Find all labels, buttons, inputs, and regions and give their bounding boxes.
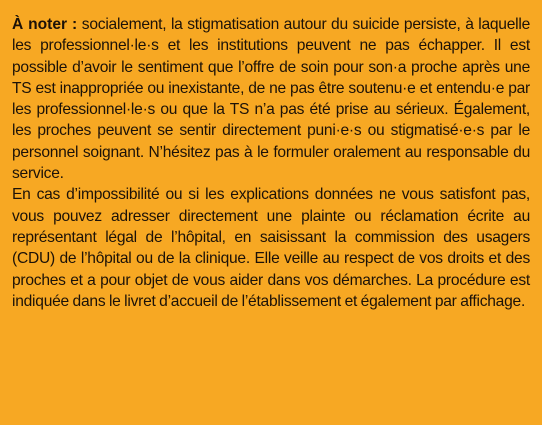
note-paragraph-2: En cas d’impossibilité ou si les explications données ne vous satisfont pas, vous pouvez adresser directement une plainte ou réclamation écrite au représentant légal de l’hôpital, en saisissant la commission des usagers (CDU) de l’hôpital ou de la clinique. Elle veille au respect de vos droits et des proches et a pour objet de vous aider dans vos démarches. La procédure est indiquée dans le livret d’accueil de l’établissement et également par affichage. [12,186,530,310]
note-label: À noter : [12,16,78,33]
note-paragraph-1 [12,14,530,184]
note-paragraph-1-text: socialement, la stigmatisation autour du suicide persiste, à laquelle les professionnel·le·s et les institutions peuvent ne pas échapper. Il est possible d’avoir le sentiment que l’offre de soin pour son·a proche après une TS est inappropriée ou inexistante, de ne pas être soutenu·e et entendu·e par les professionnel·le·s ou que la TS n’a pas été prise au sérieux. Également, les proches peuvent se sentir directement puni·e·s ou stigmatisé·e·s par le personnel soignant. N’hésitez pas à le formuler oralement au responsable du service. [12,16,531,183]
